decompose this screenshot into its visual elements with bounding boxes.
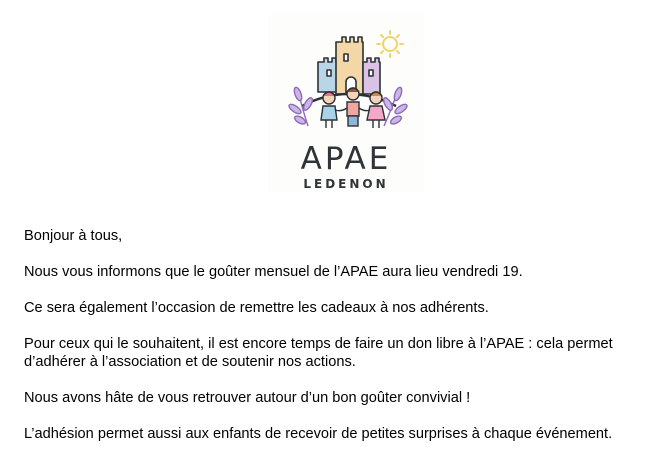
children-icon — [321, 88, 385, 128]
sun-icon — [377, 31, 403, 57]
logo-title: APAE — [300, 141, 392, 177]
castle-icon — [318, 37, 380, 94]
message-body — [24, 227, 654, 461]
apae-logo — [268, 14, 424, 192]
paragraph-don: Pour ceux qui le souhaitent, il est encore temps de faire un don libre à l’APAE : cela permet d’adhérer à l’association et de soutenir nos actions. — [24, 336, 613, 370]
paragraph-cadeaux: Ce sera également l’occasion de remettre les cadeaux à nos adhérents. — [24, 300, 489, 316]
paragraph-surprises: L’adhésion permet aussi aux enfants de recevoir de petites surprises à chaque événement. — [24, 426, 613, 442]
leaf-branch-left-icon — [288, 86, 315, 126]
paragraph-convivial: Nous avons hâte de vous retrouver autour d’un bon goûter convivial ! — [24, 390, 471, 406]
paragraph-gouter: Nous vous informons que le goûter mensuel de l’APAE aura lieu vendredi 19. — [24, 264, 523, 280]
logo-subtitle: LEDENON — [303, 177, 389, 191]
greeting-text: Bonjour à tous, — [24, 228, 123, 244]
castle-children-sun-icon — [268, 14, 424, 144]
